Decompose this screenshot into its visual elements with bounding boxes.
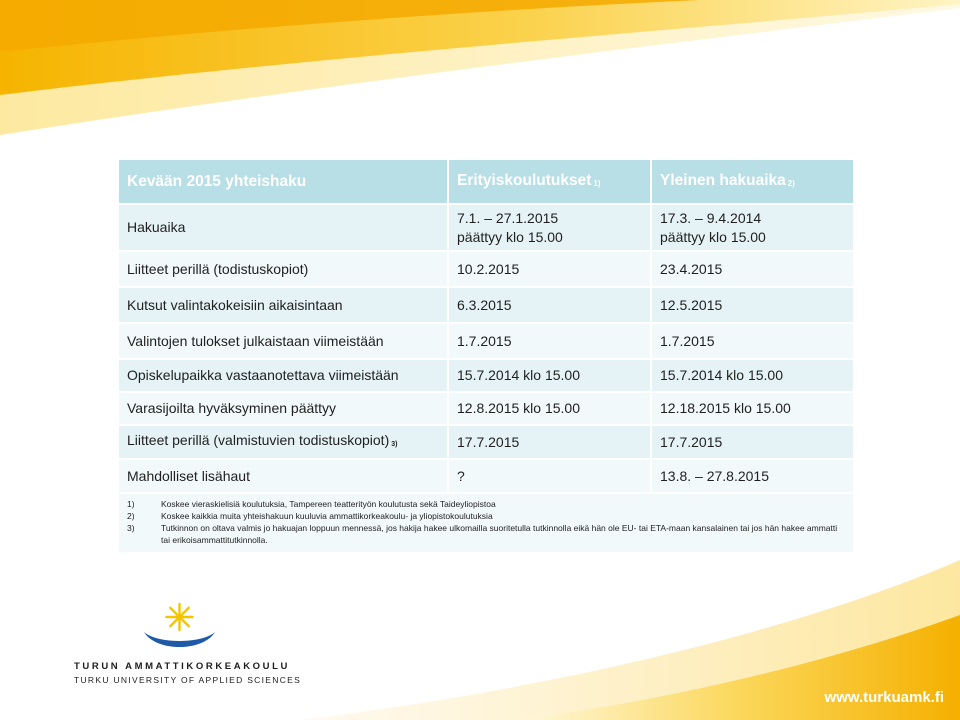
row-value: 12.8.2015 klo 15.00 bbox=[448, 392, 651, 425]
row-value: 17.3. – 9.4.2014 päättyy klo 15.00 bbox=[651, 204, 854, 251]
header-cell: Erityiskoulutukset 1) bbox=[448, 159, 651, 204]
logo-text-finnish: TURUN AMMATTIKORKEAKOULU bbox=[74, 661, 290, 672]
row-label: Liitteet perillä (todistuskopiot) bbox=[118, 251, 448, 287]
top-swoosh-decoration bbox=[0, 0, 960, 150]
sun-and-arc-logo-icon bbox=[142, 600, 217, 655]
website-url: www.turkuamk.fi bbox=[824, 689, 944, 706]
row-label: Hakuaika bbox=[118, 204, 448, 251]
table-row bbox=[118, 459, 854, 493]
row-value: 15.7.2014 klo 15.00 bbox=[448, 359, 651, 392]
footnote: 3) Tutkinnon on oltava valmis jo hakuajan loppuun mennessä, jos hakija hakee ulkomailla suoritetulla tutkinnolla eikä hän ole EU- tai ETA-maan kansalainen tai jos hän hakee ammatti tai erikoisammattitutkinnolla. bbox=[127, 523, 838, 545]
logo-text-english: TURKU UNIVERSITY OF APPLIED SCIENCES bbox=[74, 675, 302, 685]
row-label: Liitteet perillä (valmistuvien todistuskopiot) 3) bbox=[118, 425, 448, 459]
row-value: ? bbox=[448, 459, 651, 493]
table-header-row bbox=[118, 159, 854, 204]
row-value: 17.7.2015 bbox=[448, 425, 651, 459]
row-value: 7.1. – 27.1.2015 päättyy klo 15.00 bbox=[448, 204, 651, 251]
application-schedule-table bbox=[117, 158, 855, 554]
row-label: Varasijoilta hyväksyminen päättyy bbox=[118, 392, 448, 425]
row-value: 23.4.2015 bbox=[651, 251, 854, 287]
row-value: 12.5.2015 bbox=[651, 287, 854, 323]
row-value: 17.7.2015 bbox=[651, 425, 854, 459]
turku-amk-logo bbox=[72, 600, 302, 690]
row-value: 10.2.2015 bbox=[448, 251, 651, 287]
row-label: Mahdolliset lisähaut bbox=[118, 459, 448, 493]
row-value: 15.7.2014 klo 15.00 bbox=[651, 359, 854, 392]
table-row bbox=[118, 323, 854, 359]
row-label: Valintojen tulokset julkaistaan viimeistään bbox=[118, 323, 448, 359]
footnotes bbox=[118, 493, 854, 553]
row-value: 12.18.2015 klo 15.00 bbox=[651, 392, 854, 425]
footnote: 1) Koskee vieraskielisiä koulutuksia, Tampereen teatterityön koulutusta sekä Taideyliopistoa bbox=[127, 499, 496, 509]
row-value: 1.7.2015 bbox=[651, 323, 854, 359]
table-row bbox=[118, 204, 854, 251]
footnotes-row bbox=[118, 493, 854, 553]
table-row bbox=[118, 392, 854, 425]
row-label: Kutsut valintakokeisiin aikaisintaan bbox=[118, 287, 448, 323]
table-row bbox=[118, 359, 854, 392]
row-value: 6.3.2015 bbox=[448, 287, 651, 323]
row-label: Opiskelupaikka vastaanotettava viimeistään bbox=[118, 359, 448, 392]
table-row bbox=[118, 287, 854, 323]
header-cell: Kevään 2015 yhteishaku bbox=[118, 159, 448, 204]
footnote: 2) Koskee kaikkia muita yhteishakuun kuuluvia ammattikorkeakoulu- ja yliopistokoulutuksia bbox=[127, 511, 493, 521]
row-value: 1.7.2015 bbox=[448, 323, 651, 359]
row-value: 13.8. – 27.8.2015 bbox=[651, 459, 854, 493]
header-cell: Yleinen hakuaika 2) bbox=[651, 159, 854, 204]
table-row bbox=[118, 251, 854, 287]
table-row bbox=[118, 425, 854, 459]
